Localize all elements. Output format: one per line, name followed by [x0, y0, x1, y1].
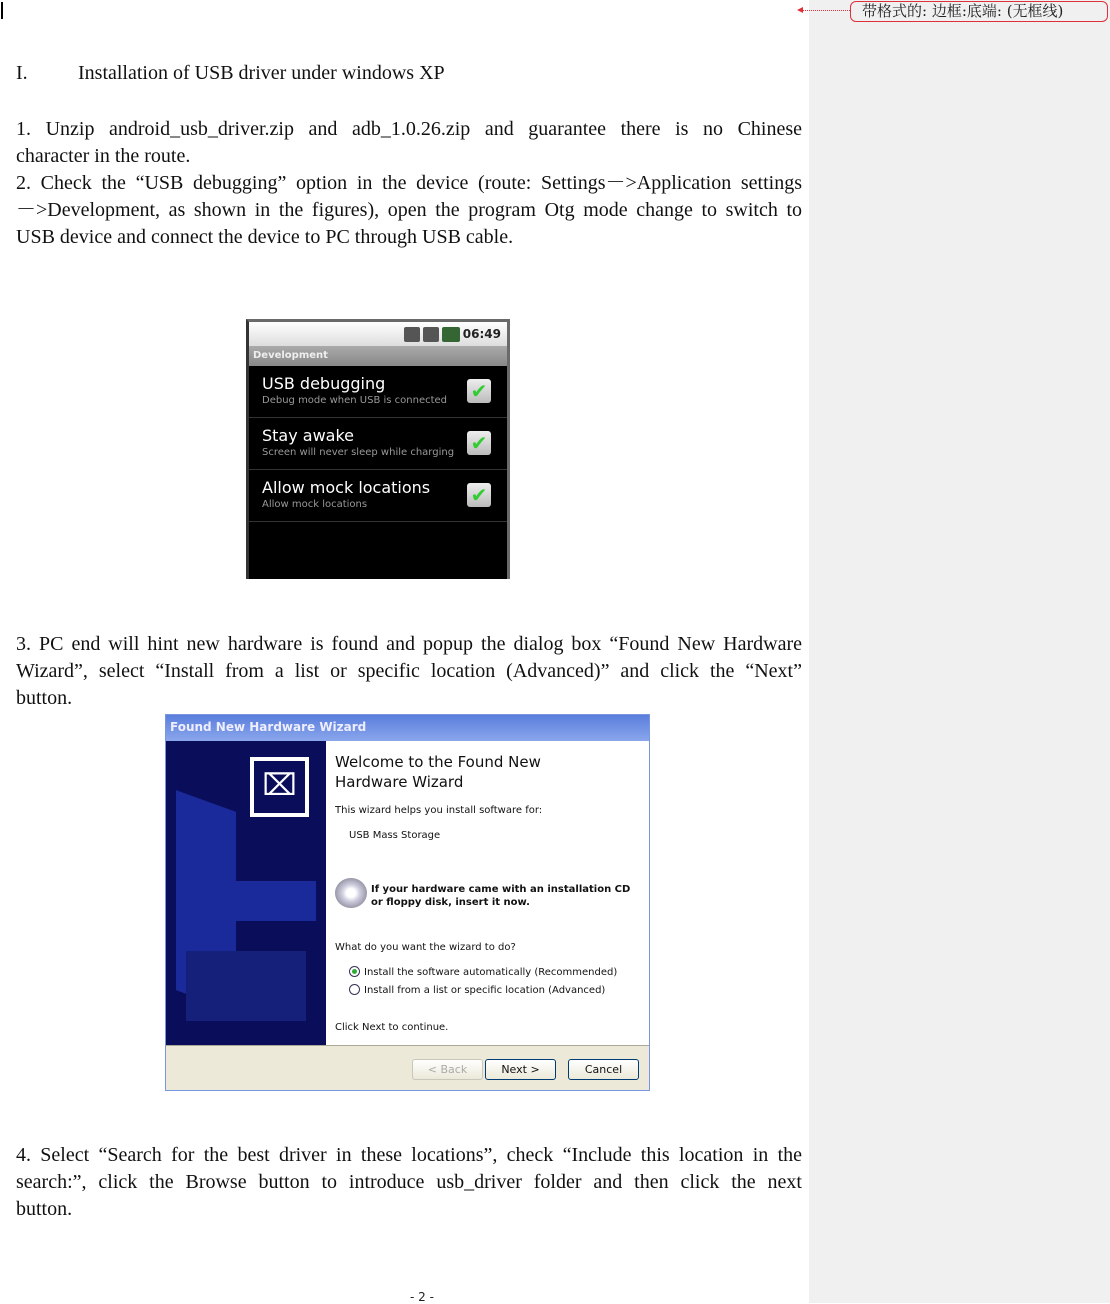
text-line: 4. Select “Search for the best driver in these locations”, check “Include this location in the [16, 1144, 802, 1166]
wizard-button-bar [166, 1045, 649, 1090]
cd-hint: If your hardware came with an installation CD or floppy disk, insert it now. [371, 884, 631, 908]
setting-subtitle: Screen will never sleep while charging [262, 447, 455, 458]
checkbox-checked-icon[interactable]: ✔ [467, 431, 491, 455]
page-number: - 2 - [410, 1290, 434, 1304]
text-line: 3. PC end will hint new hardware is found and popup the dialog box “Found New Hardware [16, 633, 802, 655]
setting-stay-awake[interactable] [249, 418, 507, 470]
paragraph-1 [16, 116, 802, 170]
heading-line: Hardware Wizard [335, 773, 464, 791]
radio-selected-icon[interactable] [349, 966, 360, 977]
network-3g-icon [404, 327, 420, 342]
text-line: －>Development, as shown in the figures), open the program Otg mode change to switch to [16, 199, 802, 221]
section-header: Development [249, 346, 507, 366]
text-line: Wizard”, select “Install from a list or specific location (Advanced)” and click the “Next” [16, 660, 802, 682]
option-install-automatically[interactable]: Install the software automatically (Recommended) [349, 966, 617, 978]
text-line: button. [16, 687, 73, 709]
text-line: search:”, click the Browse button to introduce usb_driver folder and then click the next [16, 1171, 802, 1193]
text-line: USB device and connect the device to PC through USB cable. [16, 226, 514, 248]
wizard-question: What do you want the wizard to do? [335, 942, 516, 953]
text-line: 2. Check the “USB debugging” option in the device (route: Settings－>Application settings [16, 172, 802, 194]
wizard-side-banner [166, 741, 326, 1045]
option-install-from-list[interactable]: Install from a list or specific location (Advanced) [349, 984, 605, 996]
device-name: USB Mass Storage [349, 830, 441, 841]
setting-allow-mock-locations[interactable] [249, 470, 507, 522]
found-new-hardware-wizard-screenshot [165, 714, 650, 1091]
setting-title: Stay awake [262, 426, 355, 445]
checkbox-checked-icon[interactable]: ✔ [467, 483, 491, 507]
next-button[interactable]: Next > [485, 1059, 556, 1080]
heading-line: Welcome to the Found New [335, 753, 541, 771]
android-development-screenshot [246, 319, 510, 579]
battery-icon [442, 327, 460, 342]
setting-usb-debugging[interactable] [249, 366, 507, 418]
section-title: Installation of USB driver under windows XP [78, 62, 445, 84]
wizard-heading [335, 752, 541, 792]
text-line: button. [16, 1198, 73, 1220]
wizard-content [335, 741, 649, 1045]
wizard-titlebar: Found New Hardware Wizard [166, 715, 649, 741]
paragraph-2 [16, 170, 802, 251]
setting-title: USB debugging [262, 374, 386, 393]
text-cursor [1, 2, 3, 19]
wizard-footer-text: Click Next to continue. [335, 1022, 449, 1033]
clock: 06:49 [462, 327, 501, 341]
setting-title: Allow mock locations [262, 478, 431, 497]
comment-connector [802, 10, 850, 11]
wizard-intro: This wizard helps you install software for: [335, 805, 543, 816]
setting-subtitle: Allow mock locations [262, 499, 368, 510]
text-line: character in the route. [16, 145, 191, 167]
hardware-icon: ⌧ [250, 757, 309, 817]
radio-unselected-icon[interactable] [349, 984, 360, 995]
back-button[interactable]: < Back [412, 1059, 483, 1080]
format-comment-balloon[interactable]: 带格式的: 边框:底端: (无框线) [850, 1, 1108, 22]
cancel-button[interactable]: Cancel [568, 1059, 639, 1080]
cd-drive-icon [335, 878, 367, 908]
section-number: I. [16, 62, 28, 84]
checkbox-checked-icon[interactable]: ✔ [467, 379, 491, 403]
setting-subtitle: Debug mode when USB is connected [262, 395, 448, 406]
status-bar [249, 322, 507, 346]
paragraph-4 [16, 1142, 802, 1223]
signal-icon [423, 327, 439, 342]
paragraph-3 [16, 631, 802, 712]
comment-margin [809, 0, 1110, 1303]
text-line: 1. Unzip android_usb_driver.zip and adb_1.0.26.zip and guarantee there is no Chinese [16, 118, 802, 140]
